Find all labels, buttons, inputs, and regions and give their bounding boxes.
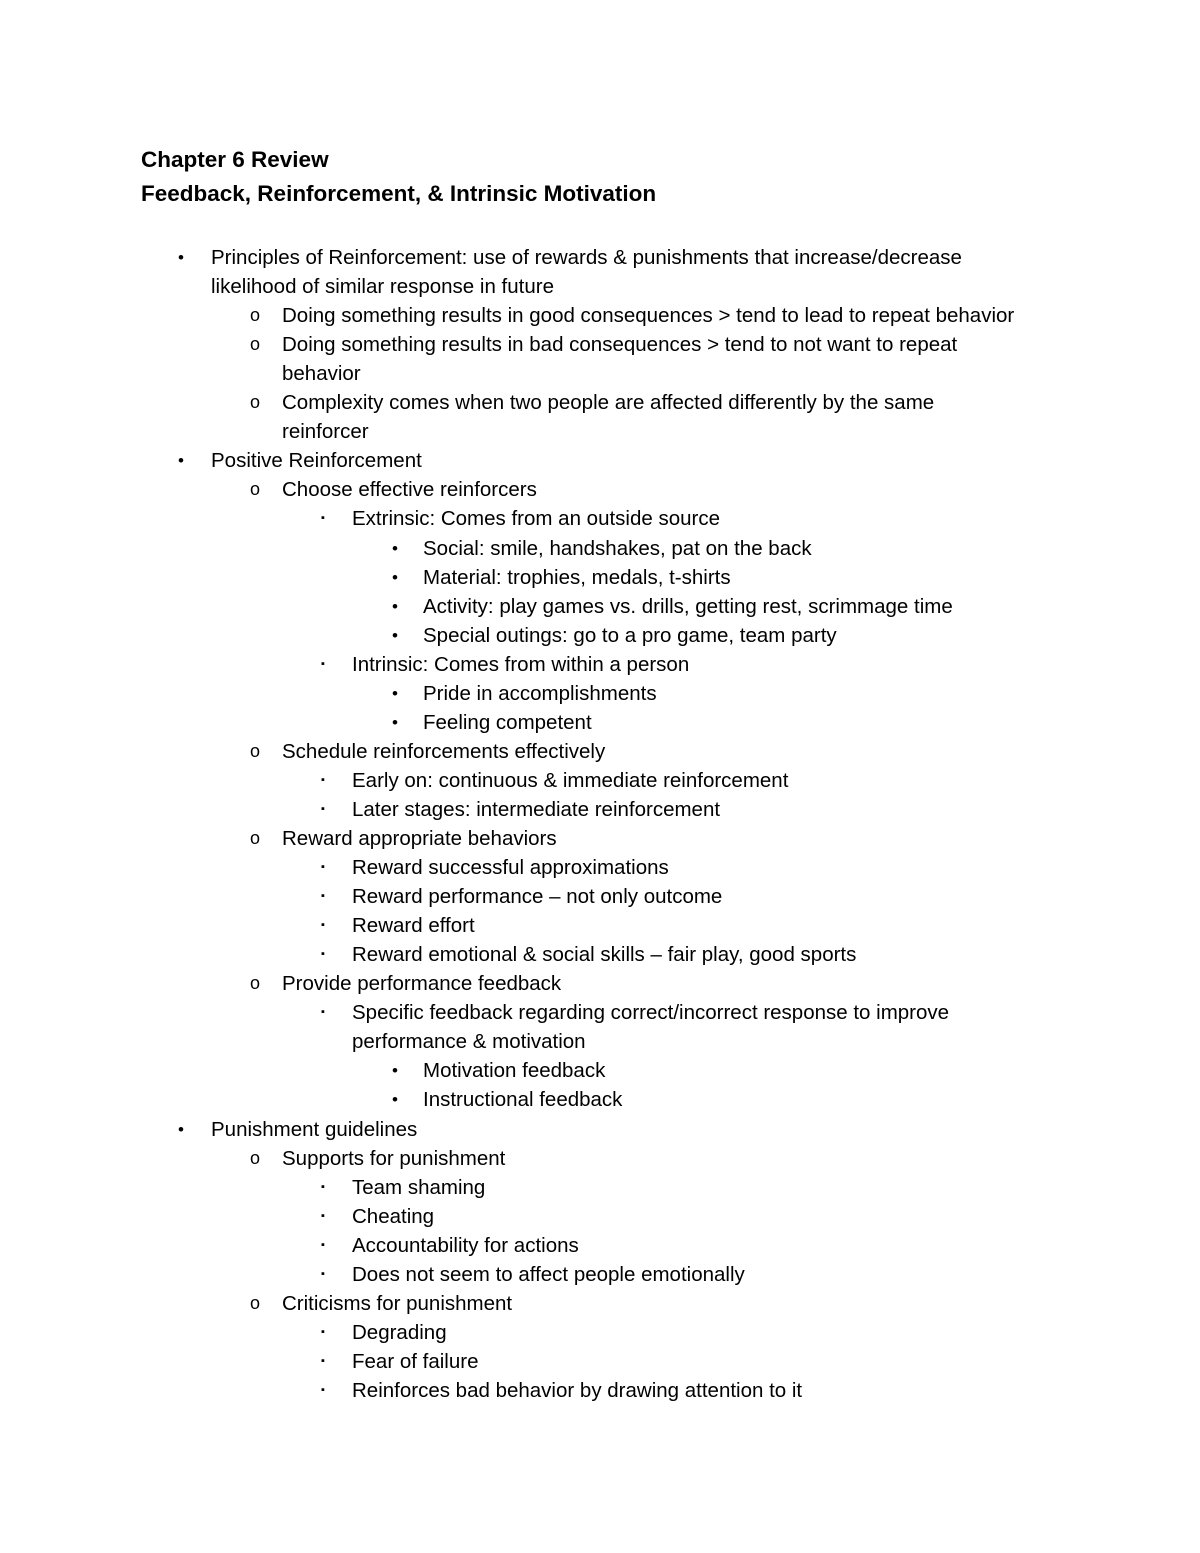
bullet-dot-icon: • [392, 712, 398, 732]
outline-item-level-3: Accountability for actions [352, 1233, 579, 1257]
outline-item-level-4: Activity: play games vs. drills, getting rest, scrimmage time [423, 594, 953, 618]
bullet-square-icon: ▪ [321, 1209, 325, 1222]
outline-item-level-2: Choose effective reinforcers [282, 478, 537, 502]
outline-item-level-3: Cheating [352, 1204, 435, 1228]
bullet-circle-icon: o [249, 479, 260, 500]
outline-item-level-3: Intrinsic: Comes from within a person [352, 652, 690, 676]
outline-item-level-3: Fear of failure [352, 1349, 479, 1373]
bullet-dot-icon: • [178, 451, 184, 471]
bullet-square-icon: ▪ [321, 919, 325, 932]
bullet-dot-icon: • [178, 248, 184, 267]
bullet-circle-icon: o [249, 1147, 260, 1168]
outline-item-level-4: Pride in accomplishments [423, 681, 657, 705]
outline-item-level-2: reinforcer [282, 420, 369, 444]
outline-item-level-2: behavior [282, 362, 361, 386]
bullet-dot-icon: • [392, 683, 398, 703]
outline-item-level-2: Doing something results in good consequences > tend to lead to repeat behavior [282, 304, 1015, 328]
bullet-dot-icon: • [392, 567, 398, 587]
bullet-dot-icon: • [178, 1119, 184, 1139]
outline-item-level-4: Material: trophies, medals, t-shirts [423, 565, 731, 589]
outline-item-level-1: Positive Reinforcement [211, 449, 422, 473]
bullet-dot-icon: • [392, 1061, 398, 1081]
bullet-square-icon: ▪ [321, 861, 325, 874]
outline-item-level-2: Provide performance feedback [282, 972, 562, 996]
outline-item-level-1: likelihood of similar response in future [211, 275, 554, 299]
bullet-square-icon: ▪ [321, 657, 325, 670]
bullet-square-icon: ▪ [321, 512, 325, 525]
outline-item-level-4: Feeling competent [423, 710, 592, 734]
bullet-square-icon: ▪ [321, 948, 325, 961]
outline-item-level-4: Special outings: go to a pro game, team party [423, 623, 837, 647]
outline-item-level-3: Team shaming [352, 1175, 486, 1199]
bullet-square-icon: ▪ [321, 1325, 325, 1338]
bullet-circle-icon: o [249, 1292, 260, 1313]
bullet-dot-icon: • [392, 625, 398, 645]
bullet-square-icon: ▪ [321, 1383, 325, 1396]
page-subtitle: Feedback, Reinforcement, & Intrinsic Motivation [141, 181, 657, 206]
bullet-square-icon: ▪ [321, 773, 325, 786]
bullet-square-icon: ▪ [321, 1354, 325, 1367]
bullet-circle-icon: o [249, 305, 260, 326]
bullet-circle-icon: o [249, 392, 260, 413]
bullet-circle-icon: o [249, 828, 260, 848]
outline-item-level-4: Motivation feedback [423, 1059, 606, 1083]
bullet-circle-icon: o [249, 973, 260, 994]
outline-item-level-3: Degrading [352, 1320, 447, 1344]
outline-item-level-4: Social: smile, handshakes, pat on the back [423, 536, 812, 560]
outline-item-level-3: Does not seem to affect people emotionally [352, 1262, 745, 1286]
outline-item-level-2: Supports for punishment [282, 1146, 506, 1170]
outline-item-level-3: Extrinsic: Comes from an outside source [352, 507, 720, 531]
outline-item-level-3: Early on: continuous & immediate reinforcement [352, 768, 789, 792]
bullet-dot-icon: • [392, 538, 398, 558]
outline-item-level-3: Specific feedback regarding correct/incorrect response to improve [352, 1001, 950, 1025]
outline-item-level-4: Instructional feedback [423, 1088, 623, 1112]
bullet-circle-icon: o [249, 740, 260, 761]
bullet-circle-icon: o [249, 334, 260, 355]
outline-item-level-3: Later stages: intermediate reinforcement [352, 797, 721, 821]
outline-item-level-1: Punishment guidelines [211, 1117, 418, 1141]
outline-item-level-3: Reward effort [352, 914, 475, 938]
bullet-square-icon: ▪ [321, 1006, 325, 1019]
page-title: Chapter 6 Review [141, 147, 329, 172]
bullet-square-icon: ▪ [321, 1267, 325, 1280]
outline-item-level-2: Complexity comes when two people are affected differently by the same [282, 391, 935, 415]
outline-item-level-2: Schedule reinforcements effectively [282, 739, 606, 763]
outline-item-level-2: Criticisms for punishment [282, 1291, 513, 1315]
outline-item-level-2: Doing something results in bad consequences > tend to not want to repeat [282, 333, 958, 357]
bullet-dot-icon: • [392, 1090, 398, 1110]
outline-item-level-3: Reward performance – not only outcome [352, 885, 723, 909]
bullet-dot-icon: • [392, 596, 398, 616]
bullet-square-icon: ▪ [321, 1180, 325, 1193]
bullet-square-icon: ▪ [321, 802, 325, 815]
outline-item-level-2: Reward appropriate behaviors [282, 827, 557, 850]
bullet-square-icon: ▪ [321, 890, 325, 903]
outline-item-level-3: Reinforces bad behavior by drawing attention to it [352, 1378, 803, 1402]
outline-item-level-3: Reward successful approximations [352, 856, 669, 880]
outline-item-level-3: Reward emotional & social skills – fair play, good sports [352, 943, 857, 967]
bullet-square-icon: ▪ [321, 1238, 325, 1251]
outline-item-level-3: performance & motivation [352, 1030, 586, 1054]
outline-item-level-1: Principles of Reinforcement: use of rewards & punishments that increase/decrease [211, 246, 962, 269]
